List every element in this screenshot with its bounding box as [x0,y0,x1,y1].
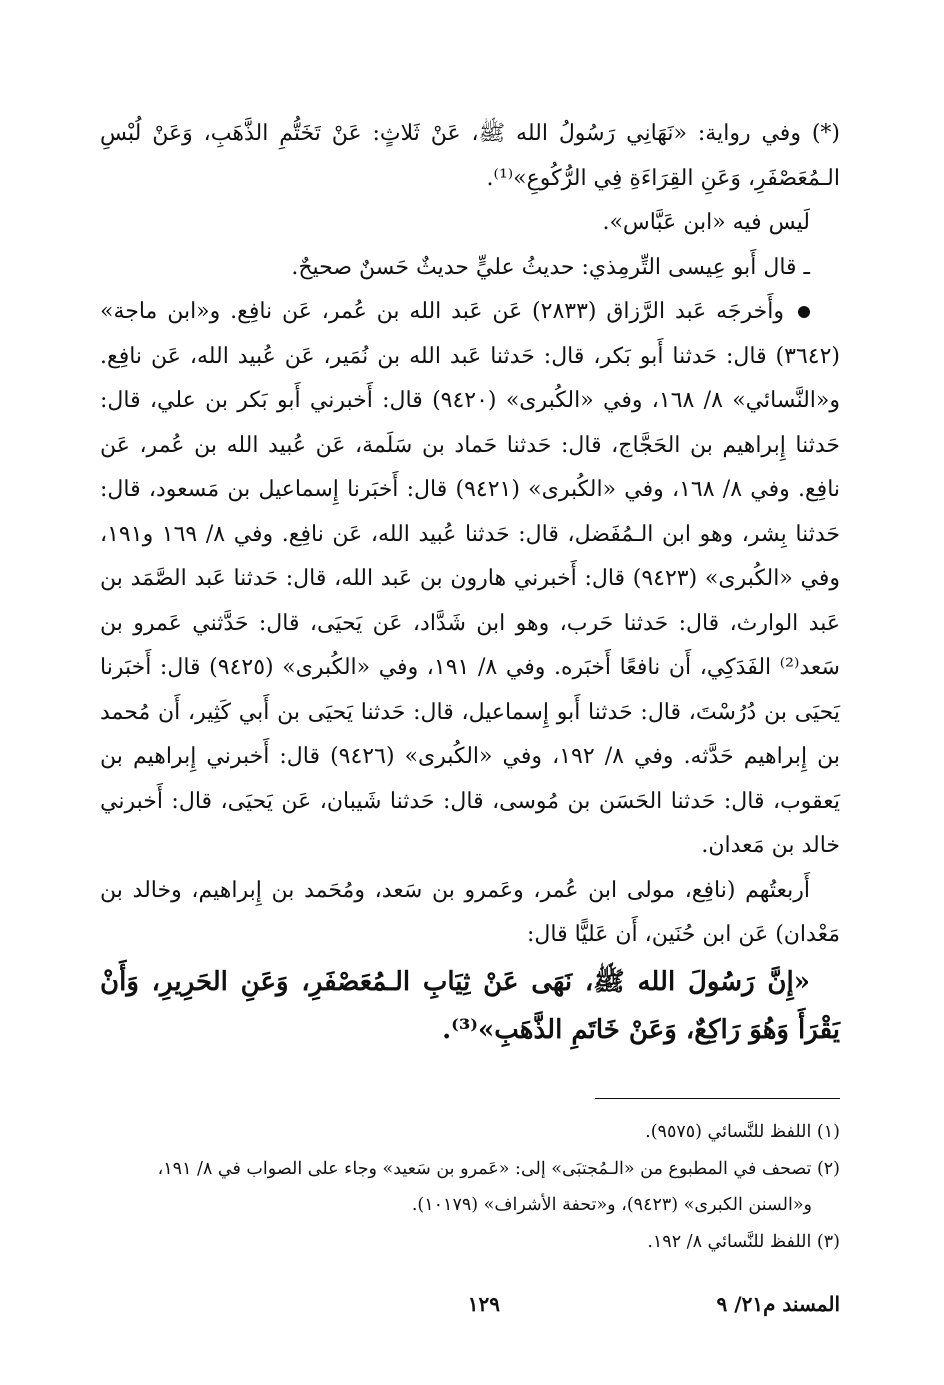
page-footer [100,1292,840,1322]
chain-summary: أَربعتُهم (نافِع، مولى ابن عُمر، وعَمرو بن سَعد، ومُحَمد بن إِبراهيم، وخالد بن مَعْدان) عَن ابن حُنَين، أَن عَليًّا قال: [100,877,840,947]
footnote-2: (٢) تصحف في المطبوع من «الـمُجتبَى» إلى: «عَمرو بن سَعيد» وجاء على الصواب في ٨/ ١٩١، [157,1158,840,1179]
takhrij-text: وأَخرجَه عَبد الرَّزاق (٢٨٣٣) عَن عَبد الله بن عُمر، عَن نافِع. و«ابن ماجة» (٣٦٤٢) قال: حَدثنا أَبو بَكر، قال: حَدثنا عَبد الله بن نُمَير، عَن عُبيد الله، عَن نافِع. و«النَّسائي» ٨/ ١٦٨، وفي «الكُبرى» (٩٤٢٠) قال: أَخبرني أَبو بَكر بن علي، قال: حَدثنا إِبراهيم بن الحَجَّاج، قال: حَدثنا حَماد بن سَلَمة، عَن عُبيد الله بن عُمر، عَن نافِع. وفي ٨/ ١٦٨، وفي «الكُبرى» (٩٤٢١) قال: أَخبَرنا إِسماعيل بن مَسعود، قال: حَدثنا بِشر، وهو ابن الـمُفَضل، قال: حَدثنا عُبيد الله، عَن نافِع. وفي ٨/ ١٦٩ و١٩١، وفي «الكُبرى» (٩٤٢٣) قال: أَخبرني هارون بن عَبد الله، قال: حَدثنا عَبد الصَّمَد بن عَبد الوارث، قال: حَدثنا حَرب، وهو ابن شَدَّاد، عَن يَحيَى، قال: حَدَّثني عَمرو بن سَعد⁽²⁾ الفَدَكِي، أَن نافعًا أَخبَره. وفي ٨/ ١٩١، وفي «الكُبرى» (٩٤٢٥) قال: أَخبَرنا يَحيَى بن دُرُسْتَ، قال: حَدثنا أَبو إِسماعيل، قال: حَدثنا يَحيَى بن أَبي كَثِير، أَن مُحمد بن إِبراهيم حَدَّثه. وفي ٨/ ١٩٢، وفي «الكُبرى» (٩٤٢٦) قال: أَخبرني إِبراهيم بن يَعقوب، قال: حَدثنا الحَسَن بن مُوسى، قال: حَدثنا شَيبان، عَن يَحيَى، قال: أَخبرني خالد بن مَعدان. [100,299,841,858]
page-number: ١٢٩ [467,1292,500,1316]
footnote-divider [595,1098,840,1099]
footnotes [100,1114,840,1260]
footnote-2-continued: و«السنن الكبرى» (٩٤٢٣)، و«تحفة الأشراف» (١٠١٧٩). [411,1195,812,1215]
bullet-icon [798,306,810,318]
footnote-1: (١) اللفظ للنَّسائي (٩٥٧٥). [645,1122,840,1142]
narration-variant: (*) وفي رواية: «نَهَانِي رَسُولُ الله ﷺ، عَنْ ثَلاثٍ: عَنْ تَخَتُّمِ الذَّهَبِ، وَعَنْ لُبْسِ الـمُعَصْفَرِ، وَعَنِ القِرَاءَةِ فِي الرُّكُوعِ»⁽¹⁾. [100,121,840,191]
hadith-text: «إِنَّ رَسُولَ الله ﷺ، نَهَى عَنْ ثِيَابِ الـمُعَصْفَرِ، وَعَنِ الحَرِيرِ، وَأَنْ يَقْرَأَ وَهُوَ رَاكِعٌ، وَعَنْ خَاتَمِ الذَّهَبِ»⁽³⁾. [100,966,840,1045]
volume-signature: المسند م٢١/ ٩ [716,1292,840,1316]
main-text [100,112,840,1054]
footnote-3: (٣) اللفظ للنَّسائي ٨/ ١٩٢. [647,1231,840,1252]
takhrij-paragraph [100,290,840,869]
tirmidhi-verdict: ـ قال أَبو عِيسى التِّرمِذي: حديثُ عليٍّ حديثٌ حَسنٌ صحيحٌ. [291,254,810,280]
note-ibn-abbas: لَيس فيه «ابن عَبَّاس». [602,210,810,235]
